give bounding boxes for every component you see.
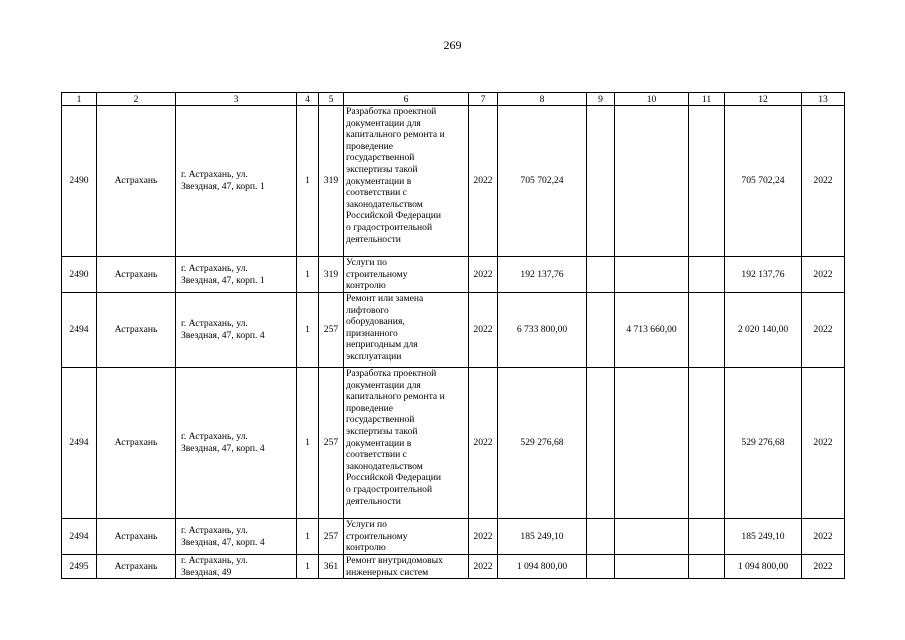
header-row — [62, 93, 845, 106]
total-cost-cell: 192 137,76 — [498, 257, 587, 293]
total-cost-cell: 529 276,68 — [498, 368, 587, 519]
owner-funds-cell: 529 276,68 — [725, 368, 802, 519]
work-type-cell: Ремонт или замена лифтового оборудования, признанного непригодным для эксплуатации — [344, 293, 469, 368]
address-cell: г. Астрахань, ул. Звездная, 47, корп. 4 — [176, 368, 297, 519]
year-cell: 2022 — [469, 555, 498, 579]
fund-cell-9 — [587, 293, 615, 368]
record-id-cell: 2495 — [62, 555, 97, 579]
column-header: 9 — [587, 93, 615, 106]
fund-cell-10: 4 713 660,00 — [615, 293, 689, 368]
table-row — [62, 555, 845, 579]
municipality-cell: Астрахань — [97, 106, 176, 257]
fund-cell-11 — [689, 519, 725, 555]
group-cell: 1 — [297, 293, 319, 368]
total-cost-cell: 185 249,10 — [498, 519, 587, 555]
owner-funds-cell: 2 020 140,00 — [725, 293, 802, 368]
fund-cell-11 — [689, 106, 725, 257]
object-number-cell: 257 — [319, 368, 344, 519]
fund-cell-10 — [615, 106, 689, 257]
column-header: 8 — [498, 93, 587, 106]
work-type-cell: Ремонт внутридомовых инженерных систем — [344, 555, 469, 579]
record-id-cell: 2490 — [62, 257, 97, 293]
group-cell: 1 — [297, 257, 319, 293]
fund-cell-9 — [587, 555, 615, 579]
column-header: 5 — [319, 93, 344, 106]
table-row — [62, 293, 845, 368]
completion-year-cell: 2022 — [802, 519, 845, 555]
municipality-cell: Астрахань — [97, 293, 176, 368]
fund-cell-10 — [615, 519, 689, 555]
table-row — [62, 368, 845, 519]
work-type-cell: Услуги по строительному контролю — [344, 257, 469, 293]
address-cell: г. Астрахань, ул. Звездная, 47, корп. 1 — [176, 106, 297, 257]
municipality-cell: Астрахань — [97, 257, 176, 293]
fund-cell-11 — [689, 555, 725, 579]
total-cost-cell: 705 702,24 — [498, 106, 587, 257]
record-id-cell: 2494 — [62, 368, 97, 519]
completion-year-cell: 2022 — [802, 106, 845, 257]
object-number-cell: 319 — [319, 257, 344, 293]
year-cell: 2022 — [469, 106, 498, 257]
owner-funds-cell: 705 702,24 — [725, 106, 802, 257]
group-cell: 1 — [297, 555, 319, 579]
record-id-cell: 2494 — [62, 293, 97, 368]
completion-year-cell: 2022 — [802, 555, 845, 579]
fund-cell-10 — [615, 555, 689, 579]
owner-funds-cell: 1 094 800,00 — [725, 555, 802, 579]
column-header: 6 — [344, 93, 469, 106]
column-header: 13 — [802, 93, 845, 106]
total-cost-cell: 1 094 800,00 — [498, 555, 587, 579]
table-row — [62, 257, 845, 293]
total-cost-cell: 6 733 800,00 — [498, 293, 587, 368]
fund-cell-9 — [587, 257, 615, 293]
work-type-cell: Услуги по строительному контролю — [344, 519, 469, 555]
column-header: 7 — [469, 93, 498, 106]
group-cell: 1 — [297, 106, 319, 257]
column-header: 3 — [176, 93, 297, 106]
table-row — [62, 106, 845, 257]
year-cell: 2022 — [469, 293, 498, 368]
column-header: 10 — [615, 93, 689, 106]
group-cell: 1 — [297, 368, 319, 519]
address-cell: г. Астрахань, ул. Звездная, 47, корп. 1 — [176, 257, 297, 293]
year-cell: 2022 — [469, 368, 498, 519]
municipality-cell: Астрахань — [97, 555, 176, 579]
fund-cell-11 — [689, 257, 725, 293]
object-number-cell: 257 — [319, 293, 344, 368]
work-type-cell: Разработка проектной документации для капитального ремонта и проведение государственной экспертизы такой документации в соответствии с законодательством Российской Федерации о градостроительной деятельности — [344, 368, 469, 519]
completion-year-cell: 2022 — [802, 368, 845, 519]
fund-cell-9 — [587, 368, 615, 519]
column-header: 1 — [62, 93, 97, 106]
owner-funds-cell: 192 137,76 — [725, 257, 802, 293]
object-number-cell: 257 — [319, 519, 344, 555]
fund-cell-11 — [689, 368, 725, 519]
owner-funds-cell: 185 249,10 — [725, 519, 802, 555]
address-cell: г. Астрахань, ул. Звездная, 47, корп. 4 — [176, 519, 297, 555]
column-header: 4 — [297, 93, 319, 106]
year-cell: 2022 — [469, 257, 498, 293]
object-number-cell: 361 — [319, 555, 344, 579]
year-cell: 2022 — [469, 519, 498, 555]
municipality-cell: Астрахань — [97, 368, 176, 519]
fund-cell-10 — [615, 257, 689, 293]
table-row — [62, 519, 845, 555]
record-id-cell: 2490 — [62, 106, 97, 257]
work-type-cell: Разработка проектной документации для капитального ремонта и проведение государственной экспертизы такой документации в соответствии с законодательством Российской Федерации о градостроительной деятельности — [344, 106, 469, 257]
column-header: 2 — [97, 93, 176, 106]
object-number-cell: 319 — [319, 106, 344, 257]
fund-cell-10 — [615, 368, 689, 519]
fund-cell-9 — [587, 106, 615, 257]
municipality-cell: Астрахань — [97, 519, 176, 555]
group-cell: 1 — [297, 519, 319, 555]
page-number: 269 — [443, 38, 462, 52]
record-id-cell: 2494 — [62, 519, 97, 555]
address-cell: г. Астрахань, ул. Звездная, 49 — [176, 555, 297, 579]
column-header: 11 — [689, 93, 725, 106]
registry-table — [61, 92, 845, 579]
fund-cell-11 — [689, 293, 725, 368]
column-header: 12 — [725, 93, 802, 106]
fund-cell-9 — [587, 519, 615, 555]
address-cell: г. Астрахань, ул. Звездная, 47, корп. 4 — [176, 293, 297, 368]
completion-year-cell: 2022 — [802, 257, 845, 293]
completion-year-cell: 2022 — [802, 293, 845, 368]
table-body — [62, 106, 845, 579]
